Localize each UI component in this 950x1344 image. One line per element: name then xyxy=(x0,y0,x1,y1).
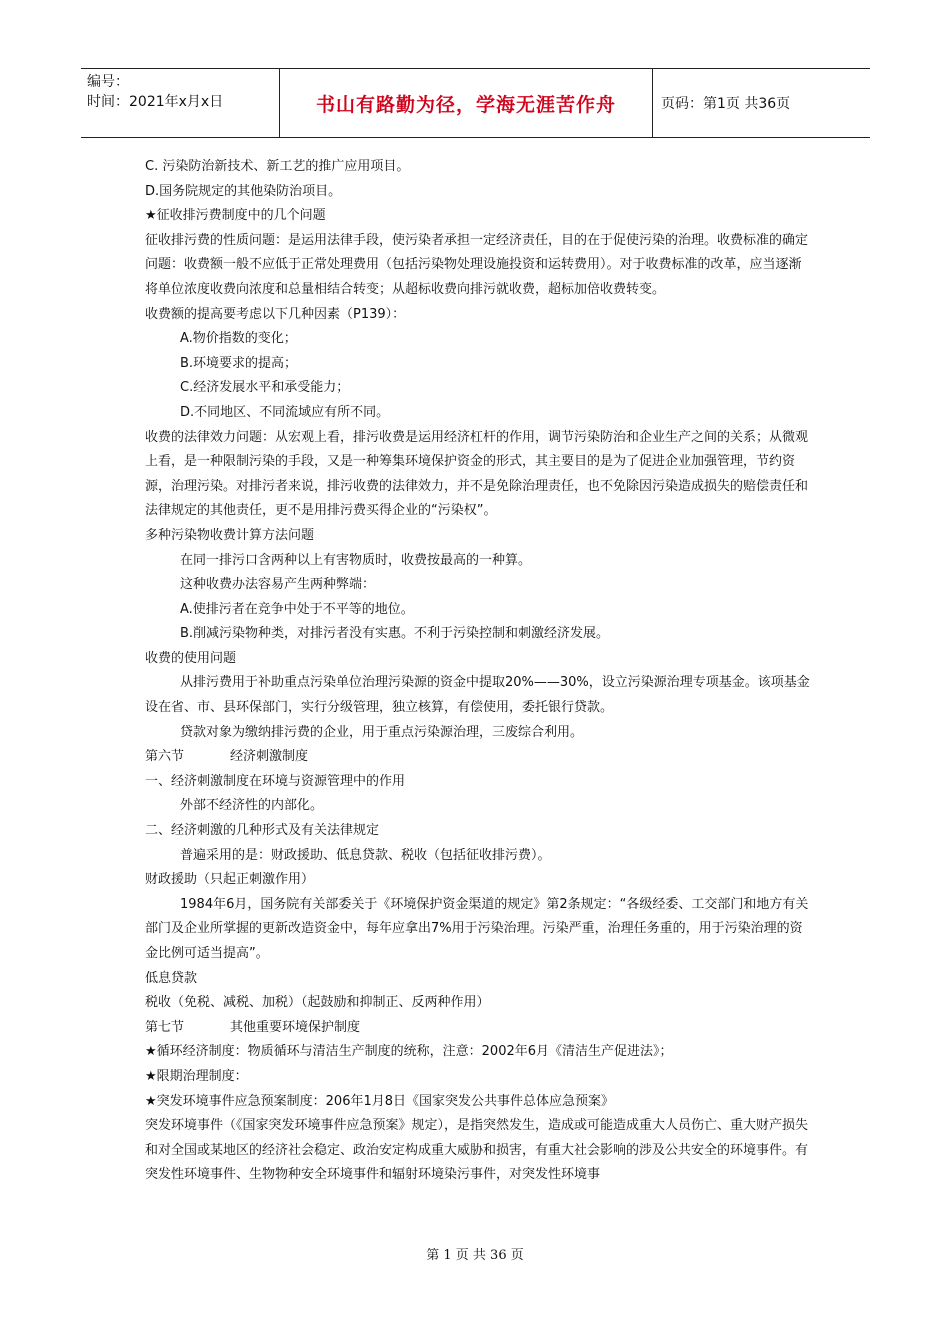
paragraph: 二、经济刺激的几种形式及有关法律规定 xyxy=(145,823,380,839)
paragraph: 一、经济刺激制度在环境与资源管理中的作用 xyxy=(145,773,406,789)
list-item: A.使排污者在竞争中处于不平等的地位。 xyxy=(180,601,414,617)
header-page-info: 页码：第1页 共36页 xyxy=(661,96,791,112)
paragraph: 贷款对象为缴纳排污费的企业，用于重点污染源治理，三废综合利用。 xyxy=(180,724,584,740)
section-name: 其他重要环境保护制度 xyxy=(230,1019,361,1035)
paragraph: C. 污染防治新技术、新工艺的推广应用项目。 xyxy=(145,159,410,174)
paragraph: 在同一排污口含两种以上有害物质时，收费按最高的一种算。 xyxy=(180,552,532,568)
header-meta xyxy=(81,69,280,137)
list-item: B.环境要求的提高； xyxy=(180,355,298,371)
paragraph: 低息贷款 xyxy=(145,970,198,986)
section-title xyxy=(145,745,813,770)
list-item: D.不同地区、不同流域应有所不同。 xyxy=(180,404,390,420)
list-item: C.经济发展水平和承受能力； xyxy=(180,380,350,396)
paragraph: ★循环经济制度：物质循环与清洁生产制度的统称，注意：2002年6月《清洁生产促进法》； xyxy=(145,1044,673,1060)
paragraph: 1984年6月，国务院有关部委关于《环境保护资金渠道的规定》第2条规定：“各级经委、工交部门和地方有关部门及企业所掌握的更新改造资金中，每年应拿出7%用于污染治理。污染严重，治理任务重的，用于污染治理的资金比例可适当提高”。 xyxy=(145,896,809,961)
paragraph: ★限期治理制度： xyxy=(145,1068,248,1084)
list-item: B.削减污染物种类，对排污者没有实惠。不利于污染控制和刺激经济发展。 xyxy=(180,626,610,642)
paragraph: 财政援助（只起正刺激作用） xyxy=(145,872,315,888)
header-motto: 书山有路勤为径，学海无涯苦作舟 xyxy=(280,69,653,137)
section-number: 第六节 xyxy=(145,749,185,765)
paragraph: 多种污染物收费计算方法问题 xyxy=(145,527,315,543)
paragraph: 收费额的提高要考虑以下几种因素（P139）： xyxy=(145,306,406,322)
document-body xyxy=(145,155,813,1188)
document-date: 时间：2021年x月x日 xyxy=(87,94,224,110)
paragraph: 从排污费用于补助重点污染单位治理污染源的资金中提取20%——30%，设立污染源治理专项基金。该项基金设在省、市、县环保部门，实行分级管理，独立核算，有偿使用，委托银行贷款。 xyxy=(145,675,810,716)
paragraph: 突发环境事件（《国家突发环境事件应急预案》规定），是指突然发生，造成或可能造成重大人员伤亡、重大财产损失和对全国或某地区的经济社会稳定、政治安定构成重大威胁和损害，有重大社会影响的涉及公共安全的环境事件。有突发性环境事件、生物物种安全环境事件和辐射环境染污事件，对突发性环境事 xyxy=(145,1118,809,1183)
paragraph: 这种收费办法容易产生两种弊端： xyxy=(180,577,376,593)
section-heading: ★征收排污费制度中的几个问题 xyxy=(145,208,326,224)
paragraph: 税收（免税、减税、加税）（起鼓励和抑制正、反两种作用） xyxy=(145,995,490,1011)
paragraph: D.国务院规定的其他染防治项目。 xyxy=(145,183,342,199)
page-header xyxy=(81,68,870,138)
document-number-label: 编号： xyxy=(87,74,129,90)
section-number: 第七节 xyxy=(145,1019,185,1035)
list-item: A.物价指数的变化； xyxy=(180,331,297,347)
paragraph: 收费的使用问题 xyxy=(145,650,237,666)
page-footer: 第 1 页 共 36 页 xyxy=(426,1248,524,1263)
paragraph: 普遍采用的是：财政援助、低息贷款、税收（包括征收排污费）。 xyxy=(180,847,551,863)
paragraph: 征收排污费的性质问题：是运用法律手段，使污染者承担一定经济责任，目的在于促使污染的治理。收费标准的确定问题：收费额一般不应低于正常处理费用（包括污染物处理设施投资和运转费用）。对于收费标准的改革，应当逐渐将单位浓度收费向浓度和总量相结合转变；从超标收费向排污就收费，超标加倍收费转变。 xyxy=(145,232,809,297)
section-title xyxy=(145,1016,813,1041)
paragraph: 收费的法律效力问题：从宏观上看，排污收费是运用经济杠杆的作用，调节污染防治和企业生产之间的关系；从微观上看，是一种限制污染的手段，又是一种筹集环境保护资金的形式，其主要目的是为了促进企业加强管理，节约资源，治理污染。对排污者来说，排污收费的法律效力，并不是免除治理责任，也不免除因污染造成损失的赔偿责任和法律规定的其他责任，更不是用排污费买得企业的“污染权”。 xyxy=(145,429,809,519)
paragraph: 外部不经济性的内部化。 xyxy=(180,798,324,814)
paragraph: ★突发环境事件应急预案制度：206年1月8日《国家突发公共事件总体应急预案》 xyxy=(145,1093,615,1109)
section-name: 经济刺激制度 xyxy=(230,749,309,765)
